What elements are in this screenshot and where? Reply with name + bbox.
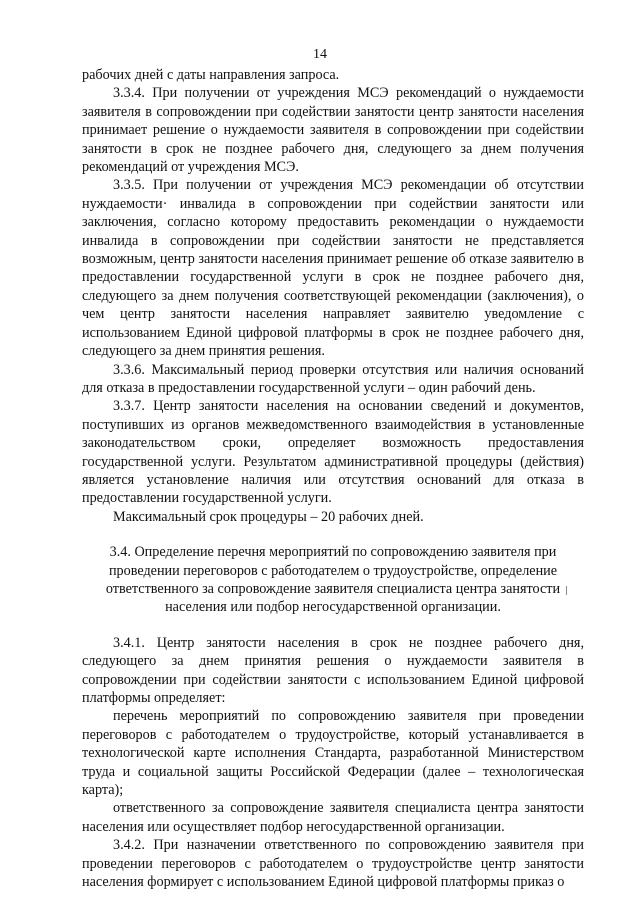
document-body: [82, 66, 584, 891]
paragraph-3-3-7: 3.3.7. Центр занятости населения на основании сведений и документов, поступивших из органов межведомственного взаимодействия в установленные законодательством сроки, определяет возможность предоставления государственной услуги. Результатом административной процедуры (действия) является установление наличия или отсутствия оснований для отказа в предоставлении государственной услуги.: [82, 398, 584, 507]
paragraph-3-3-6: 3.3.6. Максимальный период проверки отсутствия или наличия оснований для отказа в предоставлении государственной услуги – один рабочий день.: [82, 361, 584, 396]
margin-mark: [566, 586, 567, 595]
paragraph-3-3-5: 3.3.5. При получении от учреждения МСЭ рекомендации об отсутствии нуждаемости· инвалида в сопровождении при содействии занятости или заключения, согласно которому предоставить рекомендации о нуждаемости инвалида в сопровождении при содействии занятости не представляется возможным, центр занятости населения принимает решение об отказе заявителю в предоставлении государственной услуги в срок не позднее рабочего дня, следующего за днем получения соответствующей рекомендации (заключения), о чем центр занятости населения направляет заявителю уведомление с использованием Единой цифровой платформы в срок не позднее рабочего дня, следующего за днем принятия решения.: [82, 177, 584, 360]
paragraph-max-term: Максимальный срок процедуры – 20 рабочих дней.: [113, 508, 424, 525]
paragraph-3-4-2: 3.4.2. При назначении ответственного по сопровождению заявителя при проведении переговоров с работодателем о трудоустройстве центр занятости населения формирует с использованием Единой цифровой платформы приказ о: [82, 837, 584, 891]
paragraph-continuation: рабочих дней с даты направления запроса.: [82, 67, 340, 83]
paragraph-3-4-1: 3.4.1. Центр занятости населения в срок не позднее рабочего дня, следующего за днем принятия решения о нуждаемости заявителя в сопровождении при содействии занятости с использованием Единой цифровой платформы определяет:: [82, 634, 584, 706]
paragraph-responsible-specialist: ответственного за сопровождение заявителя специалиста центра занятости населения или осуществляет подбор негосударственной организации.: [82, 800, 584, 835]
section-heading-3-4: 3.4. Определение перечня мероприятий по сопровождению заявителя при проведении переговоров с работодателем о трудоустройстве, определение ответственного за сопровождение заявителя специалиста центра занятости населения или подбор негосударственной организации.: [105, 544, 561, 616]
paragraph-3-3-4: 3.3.4. При получении от учреждения МСЭ рекомендаций о нуждаемости заявителя в сопровождении при содействии занятости центр занятости населения принимает решение о нуждаемости заявителя в сопровождении при содействии занятости в срок не позднее рабочего дня, следующего за днем получения рекомендаций от учреждения МСЭ.: [82, 85, 584, 176]
page-number: 14: [313, 47, 327, 62]
paragraph-activities-list: перечень мероприятий по сопровождению заявителя при проведении переговоров с работодателем о трудоустройстве, который устанавливается в технологической карте исполнения Стандарта, разработанной Министерством труда и социальной защиты Российской Федерации (далее – технологическая карта);: [82, 708, 584, 799]
